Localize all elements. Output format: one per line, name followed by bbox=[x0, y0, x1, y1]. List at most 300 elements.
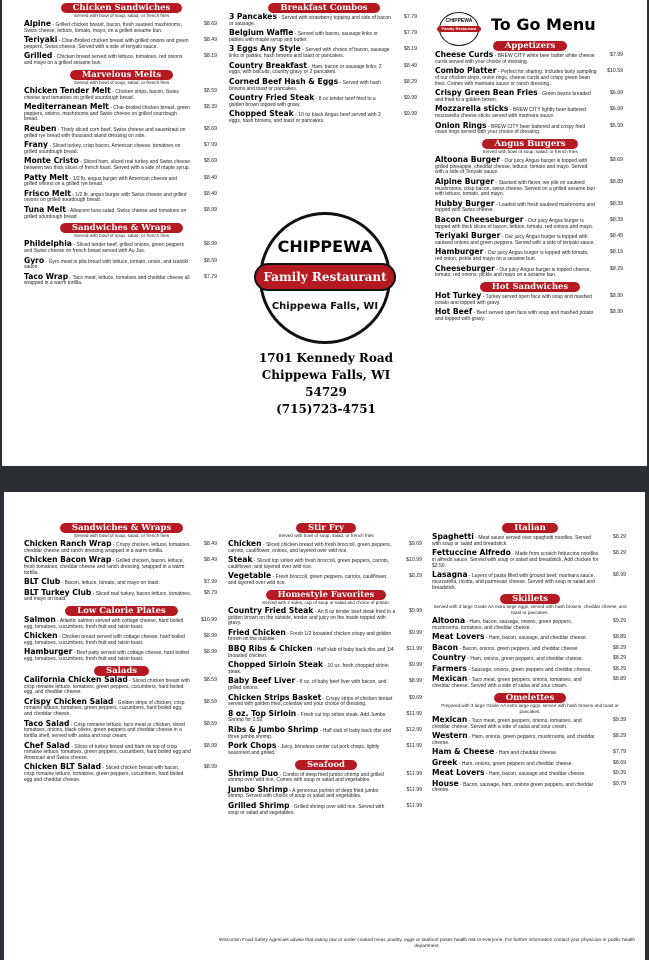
menu-item bbox=[435, 105, 625, 119]
item-name: Country Fried Steak bbox=[229, 93, 315, 103]
menu-item bbox=[228, 802, 424, 816]
item-price: $8.39 bbox=[204, 104, 217, 111]
item-description: - Our juicy Angus burger is topped with thick slices of bacon, lettuce, tomato, red onions and mayo. bbox=[435, 217, 594, 230]
item-name: Alpine Burger bbox=[435, 176, 494, 186]
menu-item bbox=[24, 632, 219, 646]
item-price: $9.39 bbox=[613, 716, 626, 723]
item-name: Chicken bbox=[24, 631, 58, 641]
section-note: Served with bowl of soup, salad, or french fries bbox=[278, 533, 374, 538]
item-price: $11.99 bbox=[406, 645, 422, 652]
item-name: Chicken Bacon Wrap bbox=[24, 555, 112, 565]
menu-item bbox=[432, 654, 628, 663]
item-description: - Taco meat, lettuce, tomatoes and cheddar cheese all wrapped in a warm tortilla. bbox=[24, 274, 190, 287]
item-price: $8.99 bbox=[204, 742, 217, 749]
menu-item bbox=[432, 633, 628, 642]
item-name: Onion Rings bbox=[435, 120, 487, 130]
address-street: 1701 Kennedy Road bbox=[258, 351, 394, 365]
item-name: Meat Lovers bbox=[432, 632, 485, 642]
section-note: Served with bowl of soup, salad, or french fries bbox=[73, 233, 170, 239]
item-name: Crispy Chicken Salad bbox=[24, 696, 114, 706]
section-header: Salads bbox=[94, 666, 149, 676]
item-price: $8.49 bbox=[204, 37, 217, 44]
item-name: Phildelphia bbox=[24, 239, 72, 249]
item-name: Mediterranean Melt bbox=[24, 102, 109, 112]
section-note: Prepared with 3 large Grade AA extra large eggs, served with hash browns and toast or pancakes. bbox=[441, 702, 619, 714]
item-name: Grilled bbox=[24, 51, 53, 61]
item-price: $8.99 bbox=[610, 309, 623, 316]
item-price: $8.29 bbox=[613, 644, 626, 651]
item-name: Crispy Green Bean Fries bbox=[435, 88, 538, 98]
item-description: - Char-Broiled chicken breast with grilled onions and green peppers, Swiss cheese. Served with a side of teriyaki sauce. bbox=[24, 38, 189, 50]
address-phone: (715)723-4751 bbox=[276, 402, 376, 416]
menu-item bbox=[435, 292, 625, 306]
item-name: Hot Turkey bbox=[435, 290, 482, 300]
section-header: Skillets bbox=[500, 594, 560, 604]
item-name: Shrimp Duo bbox=[228, 768, 279, 778]
item-price: $8.99 bbox=[610, 292, 623, 299]
item-price: $8.19 bbox=[610, 249, 623, 256]
menu-item bbox=[24, 141, 219, 155]
item-description: - Bacon, lettuce, tomato, and mayo on toast. bbox=[61, 580, 160, 587]
item-name: Chicken Tender Melt bbox=[24, 85, 111, 95]
item-name: 3 Pancakes bbox=[229, 12, 277, 21]
item-name: Mexican bbox=[432, 714, 468, 724]
item-price: $8.59 bbox=[204, 676, 217, 683]
restaurant-address bbox=[244, 350, 408, 418]
item-name: Baby Beef Liver bbox=[228, 676, 296, 686]
item-description: - An 8 oz tender beef steak fried to a golden brown on the outside, tender and juicy on the inside topped with gravy. bbox=[228, 608, 396, 627]
item-description: - Fresh broccoli, green peppers, carrots, cauliflower, and layered over wild rice. bbox=[228, 574, 388, 587]
section-header: Low Calorie Plates bbox=[65, 606, 177, 616]
menu-item bbox=[24, 676, 219, 696]
item-description: - Served with choice of bacon, sausage links or patties, hash browns and toast or pancakes. bbox=[229, 47, 390, 60]
item-price: $12.99 bbox=[406, 726, 422, 733]
item-price: $11.99 bbox=[406, 710, 422, 717]
item-description: - Sliced chicken breast with fresh broccoli, green peppers, carrots, cauliflower, onions, and layered over wild rice. bbox=[228, 542, 392, 554]
item-name: Fettuccine Alfredo bbox=[432, 548, 511, 558]
item-name: Chicken Strips Basket bbox=[228, 692, 322, 702]
item-price: $8.29 bbox=[613, 665, 626, 672]
menu-item bbox=[435, 178, 625, 198]
item-name: Gyro bbox=[24, 255, 45, 265]
item-price: $8.99 bbox=[613, 572, 626, 579]
item-name: Chicken Ranch Wrap bbox=[24, 539, 112, 548]
item-price: $8.29 bbox=[610, 265, 623, 272]
item-name: Hamburger bbox=[24, 647, 73, 657]
item-name: Mozzarella sticks bbox=[435, 104, 509, 114]
section-header: Sandwiches & Wraps bbox=[60, 523, 183, 533]
menu-item bbox=[432, 644, 628, 653]
item-name: Taco Wrap bbox=[24, 271, 69, 281]
item-description: - Sausage, onions, green peppers and cheddar cheese. bbox=[468, 666, 592, 673]
item-price: $8.49 bbox=[404, 62, 417, 69]
item-name: Monte Cristo bbox=[24, 156, 79, 166]
item-price: $8.69 bbox=[204, 158, 217, 165]
item-name: Chicken BLT Salad bbox=[24, 762, 102, 772]
item-name: Jumbo Shrimp bbox=[228, 784, 289, 794]
menu-item bbox=[435, 89, 625, 103]
item-price: $9.69 bbox=[409, 541, 422, 547]
menu-column-left bbox=[24, 520, 219, 785]
item-description: - Sliced ham, sliced real turkey and Swiss cheese between two thick slices of french toast. Served with a side of maple syrup. bbox=[24, 159, 191, 172]
item-price: $8.49 bbox=[204, 557, 217, 564]
menu-item bbox=[24, 20, 219, 34]
item-name: Taco Salad bbox=[24, 718, 70, 728]
item-description: - 10 oz. fresh chopped sirloin steak. bbox=[228, 663, 389, 675]
item-name: Frany bbox=[24, 140, 48, 150]
item-description: - Served with hash browns and toast or pancakes. bbox=[229, 79, 381, 92]
item-description: - Layers of pasta filled with ground beef, marinara sauce, mozzarella, ricotta, and parmesan cheese. Served with soup or salad and breadstick. bbox=[432, 573, 595, 591]
menu-column-right bbox=[432, 520, 628, 796]
item-price: $8.29 bbox=[613, 550, 626, 557]
menu-item bbox=[228, 629, 424, 643]
item-description: - Loaded with fresh sauteed mushrooms and topped with Swiss cheese. bbox=[435, 201, 595, 214]
item-price: $7.79 bbox=[204, 273, 217, 280]
item-name: Teriyaki bbox=[24, 35, 58, 45]
menu-item bbox=[24, 698, 219, 718]
item-price: $11.99 bbox=[406, 802, 422, 809]
item-price: $9.69 bbox=[409, 694, 422, 701]
menu-item bbox=[228, 607, 424, 627]
menu-item bbox=[24, 556, 219, 576]
item-description: - Our juicy Angus burger is topped with grilled pineapple, cheddar cheese, lettuce, tomato and mayo. Served with a side of Teriyaki sauce. bbox=[435, 157, 588, 176]
item-price: $11.99 bbox=[406, 770, 422, 777]
item-name: House bbox=[432, 778, 459, 788]
item-description: - A generous portion of deep fried jumbo shrimp. Served with choice of soup or salad and vegetables. bbox=[228, 787, 379, 800]
item-name: Spaghetti bbox=[432, 532, 474, 541]
item-name: Mexican bbox=[432, 674, 468, 684]
item-description: - Grilled chicken, bacon, lettuce, fresh tomatoes, cheddar cheese and ranch dressing, wrapped in a warm tortilla. bbox=[24, 558, 185, 576]
item-price: $10.99 bbox=[406, 557, 422, 564]
item-description: - Ham, onions, green peppers, mushrooms, and cheddar cheese. bbox=[432, 734, 595, 746]
item-name: Frisco Melt bbox=[24, 188, 71, 198]
item-description: - Sliced turkey, crisp bacon, American cheese, tomatoes on grilled sourdough bread. bbox=[24, 143, 181, 155]
item-name: Hot Beef bbox=[435, 307, 473, 317]
section-note: Served with bowl of soup, salad, or french fries bbox=[482, 148, 578, 154]
item-description: - Char-broiled chicken breast, green peppers, onions, mushrooms and Swiss cheese on grilled sourdough bread. bbox=[24, 105, 190, 123]
item-price: $8.69 bbox=[613, 759, 626, 766]
menu-section bbox=[432, 594, 628, 690]
menu-item bbox=[432, 716, 628, 730]
menu-item bbox=[229, 45, 419, 59]
menu-page-back bbox=[4, 492, 645, 960]
item-name: Country Fried Steak bbox=[228, 605, 314, 615]
small-logo-name: CHIPPEWA bbox=[445, 18, 473, 24]
item-description: - Green beans breaded and fried to a golden brown. bbox=[435, 91, 591, 103]
menu-item bbox=[435, 232, 625, 246]
menu-item bbox=[228, 710, 424, 724]
item-price: $8.89 bbox=[610, 178, 623, 185]
menu-item bbox=[229, 29, 419, 43]
menu-item bbox=[432, 549, 628, 569]
item-name: Vegetable bbox=[228, 571, 272, 581]
address-city: Chippewa Falls, WI 54729 bbox=[261, 368, 391, 399]
item-name: Bacon bbox=[432, 642, 459, 652]
menu-item bbox=[228, 677, 424, 691]
item-description: - Bacon, onions, green peppers, and cheddar cheese. bbox=[459, 645, 579, 652]
menu-item bbox=[24, 206, 219, 220]
item-price: $8.29 bbox=[613, 655, 626, 662]
menu-item bbox=[24, 540, 219, 554]
menu-section bbox=[24, 223, 219, 287]
menu-item bbox=[24, 720, 219, 740]
item-description: - Thinly sliced corn beef, Swiss cheese and sauerkraut on grilled rye bread with thousand island dressing on side. bbox=[24, 126, 186, 139]
item-description: - Crisp romaine lettuce, taco meat or chicken, diced tomatoes, onions, black olives, green peppers and cheddar cheese in a tortilla shell, served with salsa and sour cream. bbox=[24, 721, 185, 740]
menu-item bbox=[229, 78, 419, 92]
item-price: $9.99 bbox=[409, 662, 422, 669]
item-name: Chopped Sirloin Steak bbox=[228, 660, 324, 670]
item-price: $8.99 bbox=[409, 678, 422, 685]
menu-item bbox=[435, 156, 625, 176]
menu-section bbox=[432, 523, 628, 591]
item-price: $8.49 bbox=[204, 190, 217, 197]
item-name: Teriyaki Burger bbox=[435, 231, 501, 241]
menu-item bbox=[24, 742, 219, 762]
item-description: - Served with strawberry topping and side of bacon or sausage. bbox=[229, 15, 391, 27]
menu-item bbox=[24, 52, 219, 66]
item-price: $9.99 bbox=[404, 95, 417, 102]
item-price: $9.99 bbox=[409, 629, 422, 636]
item-name: Tuna Melt bbox=[24, 204, 66, 214]
menu-item bbox=[435, 308, 625, 322]
item-description: - Fresh 1/2 broasted chicken crispy and golden brown on the outside. bbox=[228, 630, 392, 643]
item-description: - Fresh cut top sirloin steak. Add Jumbo Shrimp for 2.59. bbox=[228, 711, 386, 724]
menu-item bbox=[435, 67, 625, 87]
item-description: - Perfect for sharing. Includes tasty sampling of our chicken strips, onion rings, cheese curds and crispy green bean fries. Comes with marinara sauce or ranch dressing. bbox=[435, 69, 597, 87]
menu-section bbox=[24, 3, 219, 67]
item-price: $9.99 bbox=[404, 111, 417, 118]
item-price: $8.89 bbox=[613, 634, 626, 641]
item-description: - Ham, bacon, sausage, and cheddar cheese. bbox=[485, 635, 588, 642]
item-name: Hamburger bbox=[435, 247, 484, 257]
item-description: - 10 oz black Angus beef served with 2 eggs, hash browns, and toast or pancakes. bbox=[229, 112, 381, 124]
item-description: - Ham, bacon or sausage links, 2 eggs, with biscuits, country gravy or 2 pancakes. bbox=[229, 63, 382, 76]
item-name: Meat Lovers bbox=[432, 768, 485, 778]
item-price: $11.99 bbox=[406, 743, 422, 750]
item-price: $8.89 bbox=[613, 676, 626, 683]
item-description: - BREW CITY white beer batter white cheese curds served with your choice of dressing. bbox=[435, 53, 595, 65]
item-name: BBQ Ribs & Chicken bbox=[228, 643, 313, 653]
menu-item bbox=[432, 665, 628, 674]
item-description: - Crispy strips of chicken breast served with golden fries, coleslaw and your choice of dressing. bbox=[228, 695, 393, 708]
item-description: - Sliced tender beef, grilled onions, green peppers and Swiss cheese on french bread served with Au Jus. bbox=[24, 242, 184, 255]
item-price: $7.79 bbox=[404, 30, 417, 37]
item-description: - Our juicy Angus burger is topped with sauteed onions and green peppers. Served with a side of teriyaki sauce. bbox=[435, 234, 595, 246]
item-price: $7.79 bbox=[613, 749, 626, 756]
item-price: $8.69 bbox=[610, 156, 623, 163]
item-name: Chef Salad bbox=[24, 740, 70, 750]
menu-item bbox=[432, 675, 628, 689]
section-header: Sandwiches & Wraps bbox=[60, 223, 183, 233]
menu-section bbox=[24, 606, 219, 663]
menu-section bbox=[228, 523, 424, 587]
item-name: Fried Chicken bbox=[228, 627, 286, 637]
item-description: - Albacore tuna salad, Swiss cheese and tomatoes on grilled sourdough bread. bbox=[24, 207, 187, 220]
item-description: - Sliced chicken breast with bacon, crisp romaine lettuce, tomatoes, green peppers, cucumbers, hard boiled egg and cheddar cheese. bbox=[24, 765, 184, 783]
item-description: - Ham, onions, green peppers and cheddar cheese. bbox=[458, 760, 573, 767]
item-price: $8.99 bbox=[204, 764, 217, 771]
item-name: 8 oz. Top Sirloin bbox=[228, 708, 297, 718]
menu-item bbox=[24, 125, 219, 139]
item-name: Bacon Cheeseburger bbox=[435, 214, 524, 224]
item-price: $6.99 bbox=[610, 90, 623, 97]
item-name: California Chicken Salad bbox=[24, 674, 128, 684]
menu-column-center bbox=[229, 0, 419, 126]
menu-item bbox=[228, 556, 424, 570]
item-description: - Ham, bacon, sausage and cheddar cheese. bbox=[485, 771, 586, 778]
item-price: $6.99 bbox=[610, 106, 623, 113]
item-name: Salmon bbox=[24, 615, 56, 625]
section-header: Chicken Sandwiches bbox=[61, 3, 183, 13]
section-header: Stir Fry bbox=[296, 523, 356, 533]
item-price: $8.59 bbox=[204, 87, 217, 94]
item-description: - Gyro meat in pita bread with lettuce, tomato, onion, and tzatziki sauce. bbox=[24, 258, 189, 271]
item-description: - Beef patty served with cottage cheese, hard boiled egg, tomatoes, cucumbers, fresh fruit and raisin toast. bbox=[24, 650, 189, 663]
item-price: $8.69 bbox=[204, 125, 217, 132]
item-description: - Combo of deep fried jumbo shrimp and grilled shrimp over wild rice. Comes with soup or salad and vegetables. bbox=[228, 771, 384, 784]
item-description: - Juicy, boneless center cut pork chops, lightly seasoned and grilled. bbox=[228, 744, 380, 756]
menu-section bbox=[432, 693, 628, 794]
item-price: $8.19 bbox=[404, 46, 417, 53]
item-price: $8.49 bbox=[204, 541, 217, 547]
item-price: $8.59 bbox=[204, 698, 217, 705]
menu-item bbox=[435, 248, 625, 262]
item-description: - Atlantic salmon served with cottage cheese, hard boiled egg, tomatoes, cucumbers, fresh fruit and raisin toast. bbox=[24, 618, 184, 630]
menu-item bbox=[432, 769, 628, 778]
item-description: - Half slab of baby back ribs and 1/4 broasted chicken. bbox=[228, 646, 394, 659]
section-header: Seafood bbox=[295, 760, 357, 770]
menu-item bbox=[24, 273, 219, 287]
section-header: Appetizers bbox=[493, 41, 568, 51]
item-name: Farmers bbox=[432, 663, 467, 673]
item-name: Reuben bbox=[24, 123, 57, 133]
menu-item bbox=[24, 174, 219, 188]
menu-item bbox=[432, 732, 628, 746]
menu-column-right bbox=[435, 38, 625, 324]
item-name: Country bbox=[432, 653, 466, 663]
logo-band: Family Restaurant bbox=[254, 263, 396, 291]
menu-item bbox=[432, 780, 628, 794]
item-price: $8.99 bbox=[204, 241, 217, 248]
item-name: Hubby Burger bbox=[435, 198, 495, 208]
section-header: Marvelous Melts bbox=[70, 70, 173, 80]
menu-item bbox=[229, 13, 419, 27]
logo-name: CHIPPEWA bbox=[277, 237, 373, 256]
menu-section bbox=[24, 70, 219, 221]
menu-section bbox=[435, 41, 625, 136]
item-price: $7.99 bbox=[204, 142, 217, 149]
menu-column-left bbox=[24, 0, 219, 289]
menu-item bbox=[435, 51, 625, 65]
item-price: $8.29 bbox=[404, 78, 417, 85]
item-description: - Chicken breast served with lettuce, tomatoes, red onions and mayo on a grilled sesame bun. bbox=[24, 54, 183, 67]
item-price: $5.99 bbox=[610, 122, 623, 129]
menu-item bbox=[228, 661, 424, 675]
item-price: $8.29 bbox=[613, 733, 626, 740]
menu-item bbox=[435, 200, 625, 214]
item-price: $8.99 bbox=[204, 649, 217, 656]
item-description: - Chicken strips, bacon, Swiss cheese and tomatoes on grilled sourdough bread. bbox=[24, 88, 179, 101]
section-header: Omelettes bbox=[494, 693, 567, 703]
item-description: - Chicken breast served with cottage cheese, hard boiled egg, tomatoes, cucumbers, fresh fruit and raisin toast. bbox=[24, 634, 185, 646]
item-name: Greek bbox=[432, 757, 458, 767]
menu-section bbox=[229, 3, 419, 125]
item-name: Patty Melt bbox=[24, 172, 69, 182]
section-header: Hot Sandwiches bbox=[480, 282, 580, 292]
section-header: Angus Burgers bbox=[482, 139, 577, 149]
menu-item bbox=[435, 122, 625, 136]
item-description: - 1/2 lb. angus burger with Swiss cheese and grilled onions on grilled sourdough bread. bbox=[24, 191, 187, 204]
item-description: - Beef served open face with soup and mashed potato and topped with gravy. bbox=[435, 310, 594, 322]
item-description: - Taco meat, green peppers, onions, tomatoes, and cheddar cheese. Served with a side of salsa and sour cream. bbox=[432, 717, 582, 730]
logo-city: Chippewa Falls, WI bbox=[271, 301, 379, 312]
menu-item bbox=[228, 742, 424, 756]
section-note: Served with bowl of soup, salad, or french fries bbox=[73, 13, 170, 18]
item-price: $8.69 bbox=[204, 21, 217, 27]
menu-item bbox=[435, 216, 625, 230]
menu-item bbox=[24, 240, 219, 254]
menu-column-center bbox=[228, 520, 424, 818]
menu-item bbox=[24, 190, 219, 204]
menu-item bbox=[24, 36, 219, 50]
menu-item bbox=[228, 770, 424, 784]
menu-item bbox=[432, 617, 628, 631]
item-description: - Ham and cheddar cheese. bbox=[495, 750, 558, 757]
item-description: - Grilled shrimp over wild rice. Served with soup or salad and vegetables. bbox=[228, 803, 385, 816]
item-name: Combo Platter bbox=[435, 66, 497, 76]
menu-item bbox=[228, 645, 424, 659]
menu-item bbox=[229, 62, 419, 76]
item-price: $9.99 bbox=[409, 607, 422, 614]
menu-item bbox=[435, 265, 625, 279]
item-price: $8.39 bbox=[610, 216, 623, 223]
item-price: $8.79 bbox=[204, 589, 217, 596]
item-price: $7.99 bbox=[610, 52, 623, 58]
menu-section bbox=[435, 282, 625, 323]
item-price: $8.39 bbox=[610, 200, 623, 207]
menu-section bbox=[24, 666, 219, 784]
restaurant-logo bbox=[259, 212, 391, 344]
item-description: - Made from scratch fettuccine noodles in alfredo sauce. Served with soup or salad and breadstick. Add chicken for $2.50. bbox=[432, 551, 599, 569]
item-price: $10.59 bbox=[607, 68, 623, 75]
item-description: - Meat sauce served over spaghetti noodles. Served with soup or salad and breadstick. bbox=[432, 535, 591, 547]
item-description: - Slices of turkey breast and ham on top of crisp romaine lettuce, tomatoes, green peppers, cucumbers, hard boiled egg and American and Swiss cheese. bbox=[24, 743, 191, 761]
menu-item bbox=[228, 786, 424, 800]
item-description: - Grilled chicken breast, bacon, fresh sauteed mushrooms, Swiss cheese, lettuce, tomato, mayo, on a grilled sesame bun. bbox=[24, 22, 182, 34]
item-description: - Our juicy Angus burger is topped cheese, tomato, red onions, pickle and mayo on a sesame bun. bbox=[435, 266, 591, 279]
menu-section bbox=[435, 139, 625, 279]
item-description: - 1/2 lb. angus burger with American cheese and grilled onions on a grilled rye bread. bbox=[24, 175, 177, 188]
menu-section bbox=[24, 523, 219, 603]
item-description: - Bacon, sausage, ham, onions green peppers, and cheddar cheese. bbox=[432, 781, 594, 794]
item-price: $8.99 bbox=[204, 633, 217, 640]
item-description: - Served with bacon, sausage links or patties with maple syrup and butter. bbox=[229, 31, 378, 43]
menu-section bbox=[228, 760, 424, 817]
item-name: Cheeseburger bbox=[435, 263, 495, 273]
to-go-menu-title: To Go Menu bbox=[491, 15, 596, 34]
item-description: - Ham, bacon, sausage, onions, green peppers, mushrooms, tomatoes, and cheddar cheese. bbox=[432, 619, 573, 631]
item-price: $8.49 bbox=[610, 233, 623, 240]
item-name: Cheese Curds bbox=[435, 50, 494, 59]
menu-item bbox=[228, 694, 424, 708]
menu-item bbox=[432, 533, 628, 547]
section-header: Homestyle Favorites bbox=[266, 590, 387, 600]
menu-item bbox=[24, 763, 219, 783]
item-name: BLT Club bbox=[24, 577, 61, 587]
section-header: Italian bbox=[502, 523, 558, 533]
item-name: Western bbox=[432, 731, 468, 741]
item-price: $8.19 bbox=[204, 53, 217, 60]
